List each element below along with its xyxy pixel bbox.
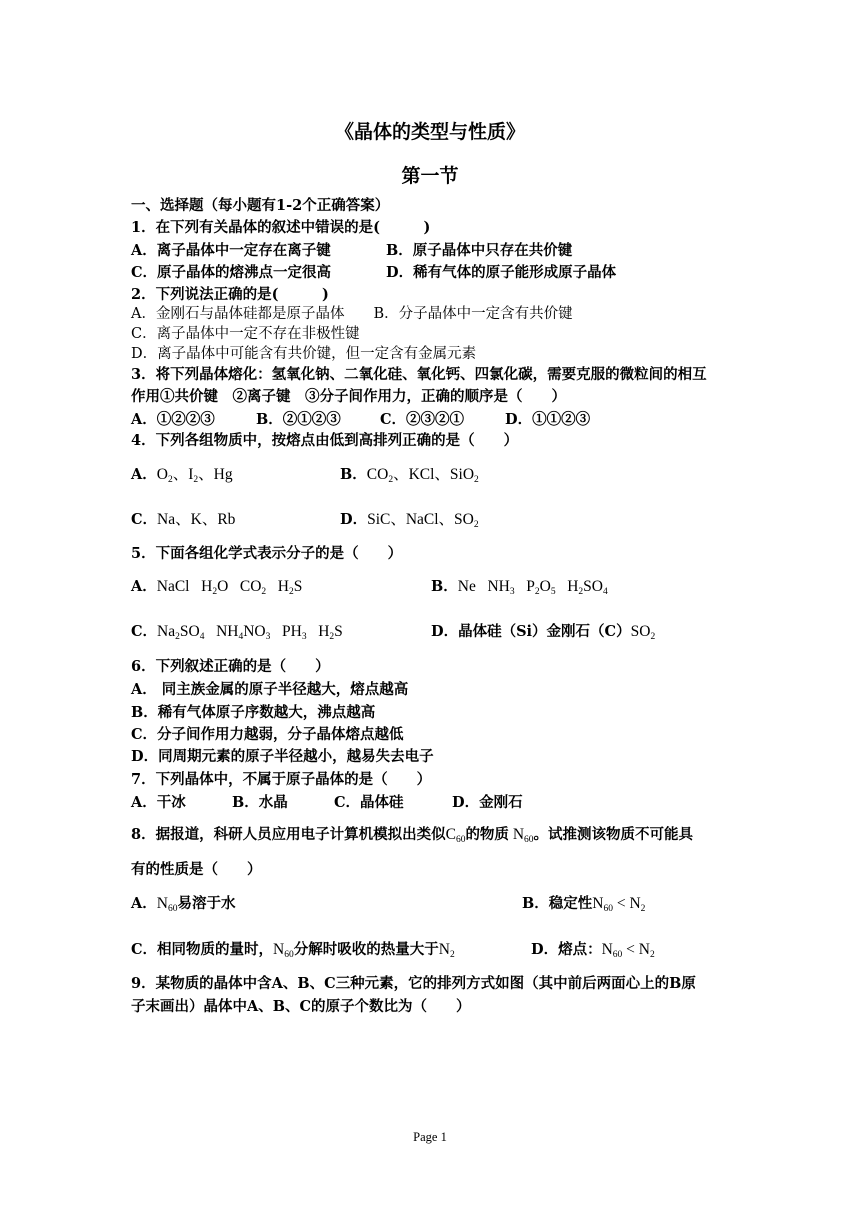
q5-stem: 5．下面各组化学式表示分子的是（ ） [131,545,403,562]
q1-stem: 1．在下列有关晶体的叙述中错误的是( ) [131,219,431,236]
q8-c60-formula: $C_{60}$ [445,826,466,845]
q1-option-d: D．稀有气体的原子能形成原子晶体 [386,264,617,281]
q2-option-c: C．离子晶体中一定不存在非极性键 [131,326,360,342]
q1-option-a: A．离子晶体中一定存在离子键 [131,242,331,259]
q8-n60-formula: $N_{60}$ [508,826,534,845]
q6-option-c: C．分子间作用力越弱，分子晶体熔点越低 [131,726,404,743]
q4-b-formula: $CO_2$、KCl、SiO$_2$ [366,466,479,485]
q4-b-label: B． [340,466,367,483]
q6-option-d: D．同周期元素的原子半径越小，越易失去电子 [131,748,434,765]
q8-c-label: C．相同物质的量时， [131,941,274,958]
q3-option-c: C．②③②① [380,411,465,428]
q5-option-b [431,578,608,596]
section-title: 第一节 [401,165,459,187]
q4-option-a [131,466,233,484]
q4-stem: 4．下列各组物质中，按熔点由低到高排列正确的是（ ） [131,432,519,449]
q9-stem-line1: 9．某物质的晶体中含A、B、C三种元素，它的排列方式如图（其中前后两面心上的B原 [131,975,696,992]
q4-d-label: D． [340,511,368,528]
q8-a-text: 易溶于水 [177,895,236,912]
q8-option-a [131,895,235,913]
q2-stem: 2．下列说法正确的是( ) [131,286,329,303]
q6-option-b: B．稀有气体原子序数越大，沸点越高 [131,704,376,721]
q5-d-text: 晶体硅（Si）金刚石（C） [458,623,631,640]
q8-stem-line1 [131,826,693,844]
q5-d-label: D． [431,623,459,640]
q5-option-a [131,578,302,596]
q4-a-formula: $O_2$、$I_2$、Hg [156,466,233,485]
q8-stem-part2: 的物质 [465,826,509,843]
q8-option-d [531,941,655,959]
q5-option-c [131,623,343,641]
q8-option-b [522,895,645,913]
part-heading: 一、选择题（每小题有1-2个正确答案） [131,197,390,214]
q8-c-text: 分解时吸收的热量大于 [293,941,439,958]
q4-a-label: A． [131,466,157,483]
q5-b-formula: Ne $NH_3$ $P_2O_5$ $H_2SO_4$ [457,578,608,597]
q5-a-formula: NaCl $H_2O$ $CO_2$ $H_2S$ [156,578,303,597]
q4-c-formula: Na、K、Rb [157,511,236,528]
q5-c-label: C． [131,623,158,640]
page-footer: Page 1 [413,1130,447,1144]
q6-option-a: A． 同主族金属的原子半径越大，熔点越高 [131,681,409,698]
q8-a-formula: $N_{60}$ [156,895,178,914]
q7-option-a: A．干冰 [131,794,186,811]
q1-option-b: B．原子晶体中只存在共价键 [386,242,573,259]
q2-option-d: D．离子晶体中可能含有共价键，但一定含有金属元素 [131,346,477,362]
q5-d-formula: $SO_2$ [630,623,656,642]
q3-option-a: A．①②②③ [131,411,215,428]
q7-option-d: D．金刚石 [452,794,523,811]
q9-stem-line2: 子末画出）晶体中A、B、C的原子个数比为（ ） [131,998,471,1015]
q3-stem-line2: 作用①共价键 ②离子键 ③分子间作用力，正确的顺序是（ ） [131,388,566,405]
q3-option-d: D．①①②③ [505,411,591,428]
q7-option-b: B．水晶 [232,794,288,811]
q1-option-c: C．原子晶体的熔沸点一定很高 [131,264,332,281]
q8-stem-part3: 。试推测该物质不可能具 [533,826,694,843]
q8-c-formula1: $N_{60}$ [273,941,294,960]
q6-stem: 6．下列叙述正确的是（ ） [131,658,330,675]
q8-stem-line2: 有的性质是（ ） [131,861,262,878]
q2-option-ab: A．金刚石与晶体硅都是原子晶体 B．分子晶体中一定含有共价键 [131,306,573,322]
q4-option-c [131,511,235,529]
q8-a-label: A． [131,895,157,912]
q5-b-label: B． [431,578,458,595]
q8-b-formula: $N_{60} < N_2$ [592,895,646,914]
q8-stem-part1: 8．据报道，科研人员应用电子计算机模拟出类似 [131,826,446,843]
page-title: 《晶体的类型与性质》 [334,121,525,143]
q7-option-c: C．晶体硅 [334,794,404,811]
q3-stem-line1: 3．将下列晶体熔化：氢氧化钠、二氧化硅、氧化钙、四氯化碳，需要克服的微粒间的相互 [131,366,707,383]
q3-option-b: B．②①②③ [256,411,341,428]
q4-option-d [340,511,479,529]
q8-b-label: B．稳定性 [522,895,593,912]
q8-d-label: D．熔点： [531,941,602,958]
q4-d-formula: SiC、NaCl、$SO_2$ [367,511,479,530]
q8-c-formula2: $N_2$ [438,941,455,960]
q4-c-label: C． [131,511,158,528]
q5-a-label: A． [131,578,157,595]
q8-d-formula: $N_{60} < N_2$ [601,941,655,960]
q5-option-d [431,623,655,641]
q4-option-b [340,466,479,484]
q5-c-formula: $Na_2SO_4$ $NH_4NO_3$ $PH_3$ $H_2S$ [157,623,343,642]
q7-stem: 7．下列晶体中，不属于原子晶体的是（ ） [131,771,432,788]
q8-option-c [131,941,455,959]
